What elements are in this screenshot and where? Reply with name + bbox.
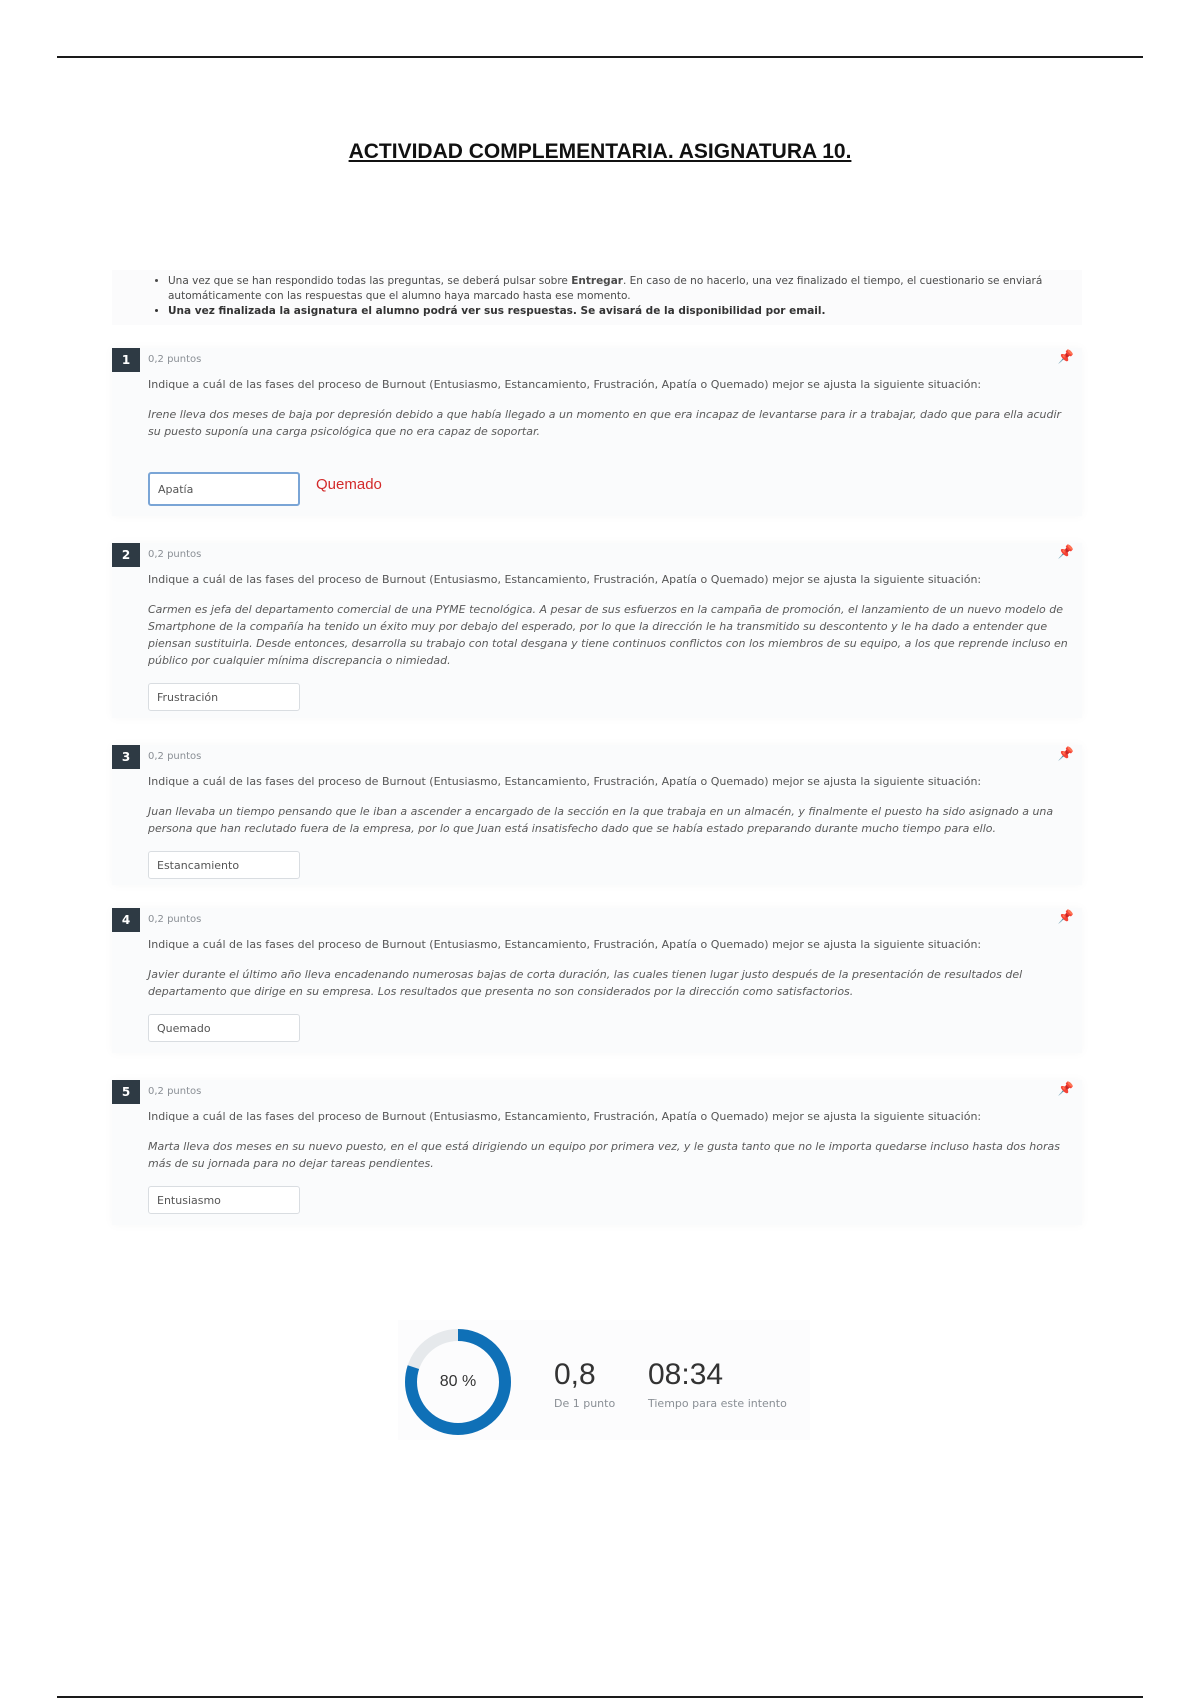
answer-field[interactable]: Entusiasmo: [148, 1186, 300, 1214]
correct-answer: Quemado: [316, 476, 382, 493]
question-scenario: Javier durante el último año lleva encadenando numerosas bajas de corta duración, las cuales tienen lugar justo después de la presentación de resultados del departamento que dirige en su empresa. Los resultados que presenta no son considerados por la dirección como satisfactorios.: [148, 968, 1023, 998]
pushpin-icon[interactable]: 📌: [1057, 910, 1074, 925]
question-card-1: [112, 348, 1082, 516]
answer-field[interactable]: Estancamiento: [148, 851, 300, 879]
question-card-4: [112, 908, 1082, 1053]
question-card-5: [112, 1080, 1082, 1225]
question-card-2: [112, 543, 1082, 718]
question-number: 4: [112, 908, 140, 932]
question-number: 3: [112, 745, 140, 769]
answer-field[interactable]: Apatía: [148, 472, 300, 506]
header-rule: [57, 56, 1143, 58]
question-prompt: Indique a cuál de las fases del proceso de Burnout (Entusiasmo, Estancamiento, Frustración, Apatía o Quemado) mejor se ajusta la siguiente situación:: [148, 1110, 982, 1123]
question-number: 1: [112, 348, 140, 372]
answer-field[interactable]: Frustración: [148, 683, 300, 711]
instruction-item: • Una vez finalizada la asignatura el alumno podrá ver sus respuestas. Se avisará de la disponibilidad por email.: [168, 304, 1082, 319]
question-points: 0,2 puntos: [148, 751, 202, 762]
question-scenario: Juan llevaba un tiempo pensando que le iban a ascender a encargado de la sección en la que trabaja en un almacén, y finalmente el puesto ha sido asignado a una persona que han reclutado fuera de la empresa, por lo que Juan está insatisfecho dado que se había estado preparando durante mucho tiempo para ello.: [148, 805, 1054, 835]
instruction-item: • Una vez que se han respondido todas las preguntas, se deberá pulsar sobre Entregar. En caso de no hacerlo, una vez finalizado el tiempo, el cuestionario se enviará automáticamente con las respuestas que el alumno haya marcado hasta ese momento.: [168, 274, 1082, 304]
question-scenario: Carmen es jefa del departamento comercial de una PYME tecnológica. A pesar de sus esfuerzos en la campaña de promoción, el lanzamiento de un nuevo modelo de Smartphone de la compañía ha tenido un éxito muy por debajo del esperado, por lo que la dirección le ha transmitido su descontento y le ha dado a entender que piensan sustituirla. Desde entonces, desarrolla su trabajo con total desgana y tiene continuos conflictos con los miembros de su equipo, a los que reprende incluso en público por cualquier mínima discrepancia o nimiedad.: [148, 603, 1068, 667]
question-scenario: Irene lleva dos meses de baja por depresión debido a que había llegado a un momento en que era incapaz de levantarse para ir a trabajar, dado que para ella acudir su puesto suponía una carga psicológica que no era capaz de soportar.: [148, 408, 1062, 438]
document-title: ACTIVIDAD COMPLEMENTARIA. ASIGNATURA 10.: [348, 140, 852, 163]
question-points: 0,2 puntos: [148, 914, 202, 925]
score-caption: De 1 punto: [554, 1397, 616, 1410]
instructions-box: [112, 270, 1082, 325]
pushpin-icon[interactable]: 📌: [1057, 1082, 1074, 1097]
question-prompt: Indique a cuál de las fases del proceso de Burnout (Entusiasmo, Estancamiento, Frustración, Apatía o Quemado) mejor se ajusta la siguiente situación:: [148, 378, 982, 391]
answer-field[interactable]: Quemado: [148, 1014, 300, 1042]
question-points: 0,2 puntos: [148, 354, 202, 365]
results-summary: [398, 1320, 810, 1440]
question-number: 5: [112, 1080, 140, 1104]
footer-rule: [57, 1696, 1143, 1698]
question-points: 0,2 puntos: [148, 1086, 202, 1097]
pushpin-icon[interactable]: 📌: [1057, 747, 1074, 762]
question-scenario: Marta lleva dos meses en su nuevo puesto, en el que está dirigiendo un equipo por primera vez, y le gusta tanto que no le importa quedarse incluso hasta dos horas más de su jornada para no dejar tareas pendientes.: [148, 1140, 1060, 1170]
question-number: 2: [112, 543, 140, 567]
question-prompt: Indique a cuál de las fases del proceso de Burnout (Entusiasmo, Estancamiento, Frustración, Apatía o Quemado) mejor se ajusta la siguiente situación:: [148, 573, 982, 586]
score-percent: 80 %: [439, 1373, 477, 1390]
pushpin-icon[interactable]: 📌: [1057, 350, 1074, 365]
attempt-time: 08:34: [648, 1358, 724, 1391]
question-prompt: Indique a cuál de las fases del proceso de Burnout (Entusiasmo, Estancamiento, Frustración, Apatía o Quemado) mejor se ajusta la siguiente situación:: [148, 938, 982, 951]
score-value: 0,8: [554, 1358, 596, 1391]
question-card-3: [112, 745, 1082, 885]
attempt-time-caption: Tiempo para este intento: [648, 1397, 787, 1410]
question-points: 0,2 puntos: [148, 549, 202, 560]
submit-keyword: Entregar: [571, 275, 623, 287]
pushpin-icon[interactable]: 📌: [1057, 545, 1074, 560]
question-prompt: Indique a cuál de las fases del proceso de Burnout (Entusiasmo, Estancamiento, Frustración, Apatía o Quemado) mejor se ajusta la siguiente situación:: [148, 775, 982, 788]
